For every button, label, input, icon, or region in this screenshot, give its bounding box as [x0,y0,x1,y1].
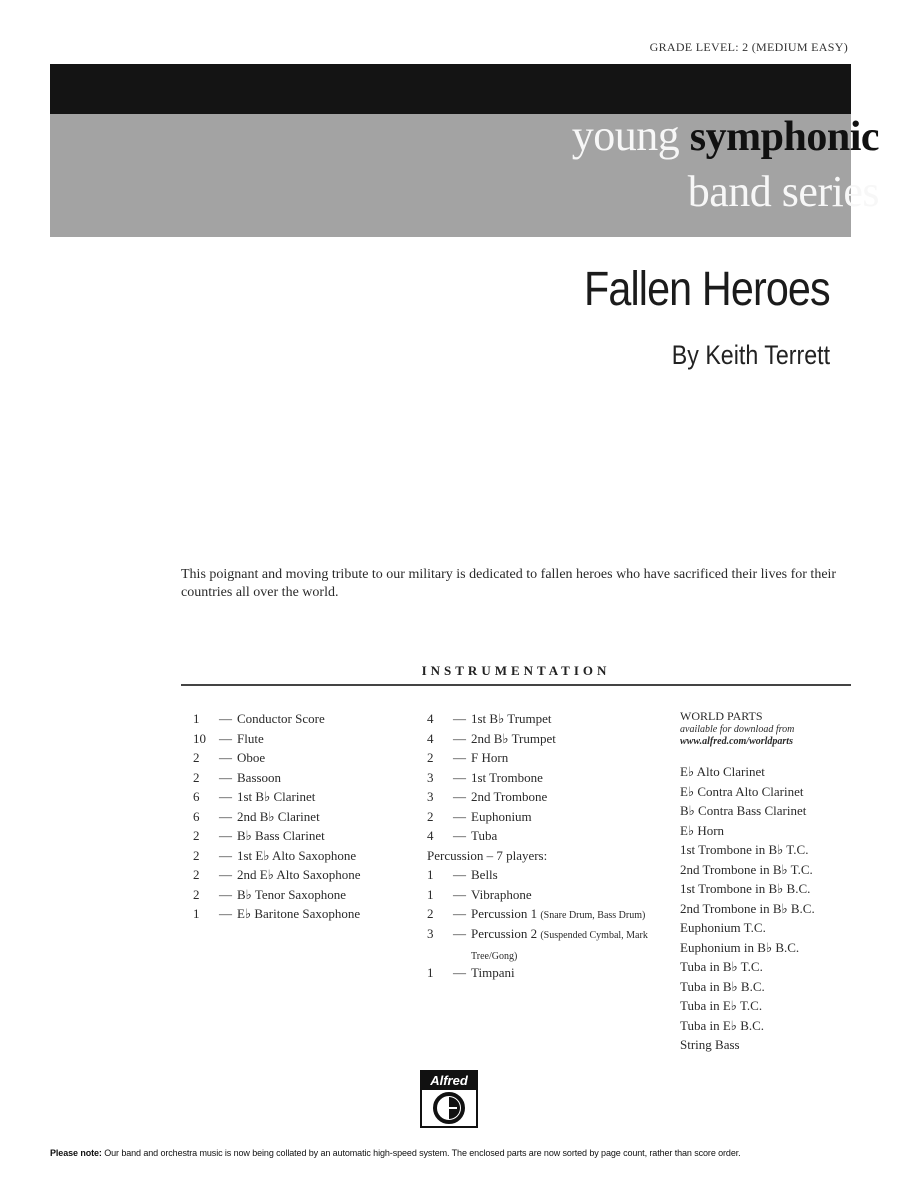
instrument-quantity: 10 [193,730,206,746]
instrument-quantity: 3 [427,925,434,941]
instrument-quantity: 2 [427,808,434,824]
instrument-name-cell [471,904,645,924]
instrument-row [427,885,671,905]
footer-note [50,1148,860,1158]
separator-dash: — [453,964,466,980]
instrument-quantity: 1 [193,711,200,726]
instrument-row [427,924,671,963]
separator-dash: — [453,711,466,726]
instrument-quantity: 1 [193,906,200,921]
instrument-quantity: 2 [427,906,434,921]
world-part-item: B♭ Contra Bass Clarinet [680,803,807,818]
instrument-name-cell [471,963,515,983]
instrument-name: Conductor Score [237,711,325,726]
instrument-row [427,826,671,846]
instrument-name: B♭ Bass Clarinet [237,828,325,843]
alfred-logo-mark-icon [427,1092,471,1124]
instrument-name-cell [237,904,360,924]
world-part-item: 2nd Trombone in B♭ B.C. [680,900,815,916]
separator-dash: — [453,925,466,941]
instrument-quantity: 3 [427,769,434,785]
world-part-item: 1st Trombone in B♭ T.C. [680,842,809,857]
instrument-row [193,748,361,768]
instrument-row [193,885,361,905]
instrument-name: Percussion 1 [471,906,538,921]
instrument-row [427,709,671,729]
instrument-name: 1st E♭ Alto Saxophone [237,847,357,863]
instrument-quantity: 3 [427,789,434,804]
instrument-name: 1st B♭ Trumpet [471,711,552,726]
footer-note-text: Our band and orchestra music is now being collated by an automatic high-speed system. The enclosed parts are now sorted by page count, rather than score order. [104,1148,741,1158]
instrument-name: Bells [471,867,498,882]
world-part-item: E♭ Horn [680,822,725,838]
separator-dash: — [219,828,232,843]
instrument-row [427,904,671,924]
instrument-name-cell [237,885,346,905]
instrument-quantity: 6 [193,808,200,824]
separator-dash: — [219,789,232,804]
world-parts-column [680,709,815,1055]
instrument-name-cell [471,826,497,846]
separator-dash: — [453,906,466,921]
instrument-quantity: 1 [427,867,434,882]
separator-dash: — [453,730,466,746]
instrument-name: Euphonium [471,808,532,824]
instrument-row [193,729,361,749]
instrument-name-cell [471,865,498,885]
instrument-name: F Horn [471,750,509,765]
instrument-quantity: 2 [193,886,200,902]
separator-dash: — [219,750,232,765]
instrument-row [193,846,361,866]
instrument-name-cell [471,748,508,768]
separator-dash: — [453,769,466,785]
instrument-row [193,865,361,885]
instrument-quantity: 4 [427,711,434,726]
instrument-name-cell [237,729,264,749]
instrument-row [427,807,671,827]
instrument-quantity: 2 [193,750,200,765]
instrument-name-cell [471,787,547,807]
instrument-name: Bassoon [237,769,282,785]
instrument-name: 2nd B♭ Trumpet [471,730,556,746]
instrument-name-cell [471,768,543,788]
piece-title: Fallen Heroes [584,263,830,316]
instrument-row [427,865,671,885]
instrument-quantity: 2 [193,847,200,863]
instrument-name: 2nd Trombone [471,789,548,804]
instrument-quantity: 1 [427,964,434,980]
alfred-logo [420,1070,478,1128]
instrument-row [427,787,671,807]
instrument-name-cell [471,709,552,729]
instrument-row [427,748,671,768]
instrument-name: 2nd E♭ Alto Saxophone [237,867,361,882]
world-part-item: Tuba in B♭ B.C. [680,978,765,994]
instrument-name: Timpani [471,964,515,980]
world-parts-note: available for download from [680,724,795,735]
world-part-item: 1st Trombone in B♭ B.C. [680,881,811,896]
instrument-row [193,787,361,807]
separator-dash: — [453,828,466,843]
instrument-name-cell [237,709,325,729]
instrument-name-cell [237,826,325,846]
instrumentation-column-brass-percussion [427,709,671,982]
instrument-name: Tuba [471,828,498,843]
instrument-name-cell [471,807,532,827]
banner-top-bar [50,64,851,114]
world-parts-title: WORLD PARTS [680,709,763,723]
separator-dash: — [453,808,466,824]
instrument-row [427,729,671,749]
instrument-name: Vibraphone [471,886,532,902]
instrument-row [193,826,361,846]
instrument-row [193,768,361,788]
instrument-name-cell [237,865,361,885]
instrument-row [427,768,671,788]
separator-dash: — [219,867,232,882]
series-word-symphonic: symphonic [689,114,879,160]
instrument-name-cell [237,748,265,768]
series-name-line2: band series [687,167,879,216]
series-word-young: young [571,111,680,160]
instrument-name-cell [471,729,556,749]
instrumentation-heading: INSTRUMENTATION [421,663,611,678]
world-part-item: Tuba in E♭ B.C. [680,1017,765,1033]
world-part-item: String Bass [680,1037,740,1052]
instrument-name: 2nd B♭ Clarinet [237,808,320,824]
instrument-quantity: 2 [193,828,200,843]
instrument-name: Oboe [237,750,266,765]
instrument-name-cell [237,807,320,827]
separator-dash: — [219,711,232,726]
instrument-quantity: 1 [427,886,434,902]
world-part-item: Euphonium T.C. [680,920,766,935]
world-part-item: E♭ Alto Clarinet [680,764,765,779]
instrumentation-column-woodwinds [193,709,361,924]
instrument-name: Percussion 2 [471,925,538,941]
separator-dash: — [453,789,466,804]
instrument-name-cell [237,768,281,788]
instrument-name: Flute [237,730,264,746]
instrument-quantity: 4 [427,828,434,843]
separator-dash: — [453,867,466,882]
instrument-quantity: 4 [427,730,434,746]
separator-dash: — [453,886,466,902]
instrument-detail: (Snare Drum, Bass Drum) [540,910,646,921]
instrument-row [193,904,361,924]
piece-description: This poignant and moving tribute to our military is dedicated to fallen heroes who have sacrificed their lives for their countries all over the world. [181,567,837,600]
instrument-name: B♭ Tenor Saxophone [237,886,346,902]
instrument-row [193,807,361,827]
instrument-name: E♭ Baritone Saxophone [237,906,361,921]
instrument-quantity: 2 [193,867,200,882]
separator-dash: — [453,750,466,765]
instrument-name-cell [237,787,315,807]
alfred-logo-text: Alfred [422,1072,476,1090]
separator-dash: — [219,847,232,863]
instrument-quantity: 2 [427,750,434,765]
separator-dash: — [219,730,232,746]
instrument-name: 1st Trombone [471,769,543,785]
footer-note-label: Please note: [50,1148,102,1158]
instrument-name: 1st B♭ Clarinet [237,789,316,804]
instrument-detail: (Suspended Cymbal, Mark Tree/Gong) [471,929,648,962]
instrument-quantity: 6 [193,789,200,804]
separator-dash: — [219,769,232,785]
instrument-row [427,963,671,983]
separator-dash: — [219,906,232,921]
instrument-name-cell [471,885,532,905]
world-part-item: E♭ Contra Alto Clarinet [680,783,804,799]
world-part-item: Tuba in B♭ T.C. [680,959,763,974]
world-part-item: 2nd Trombone in B♭ T.C. [680,861,813,877]
world-part-item: Euphonium in B♭ B.C. [680,939,800,955]
separator-dash: — [219,808,232,824]
grade-level: GRADE LEVEL: 2 (MEDIUM EASY) [649,40,848,54]
instrument-quantity: 2 [193,769,200,785]
instrumentation-divider [181,684,851,686]
composer-name: By Keith Terrett [671,340,830,370]
percussion-heading: Percussion – 7 players: [427,847,548,863]
world-part-item: Tuba in E♭ T.C. [680,998,763,1013]
instrument-name-cell [471,924,671,963]
instrument-name-cell [237,846,356,866]
series-name-line1 [572,110,879,161]
instrument-row [193,709,361,729]
world-parts-link[interactable]: www.alfred.com/worldparts [680,736,793,747]
separator-dash: — [219,886,232,902]
